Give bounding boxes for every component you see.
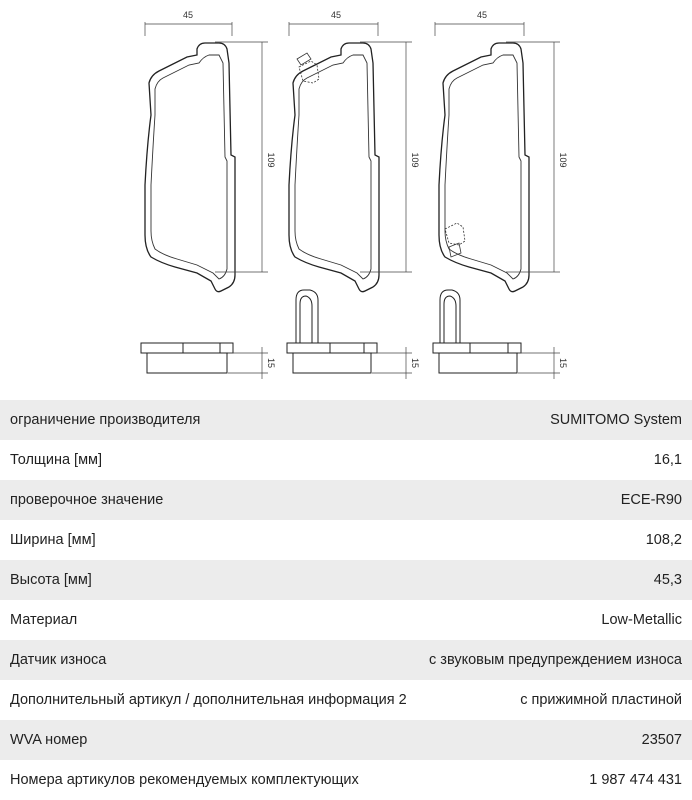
- spec-row: [0, 400, 692, 440]
- spec-label: проверочное значение: [10, 492, 164, 508]
- spec-value: ECE-R90: [620, 492, 682, 508]
- spec-label: Номера артикулов рекомендуемых комплектующих: [10, 772, 359, 788]
- spec-value: с прижимной пластиной: [520, 692, 682, 708]
- pad-view-2: [289, 43, 379, 292]
- width-dim-label-2: 45: [330, 10, 342, 20]
- pad-view-3: [439, 43, 529, 292]
- spec-label: WVA номер: [10, 732, 88, 748]
- side-thickness-dim-2: [372, 347, 412, 379]
- thickness-dim-label-2: 15: [410, 357, 420, 369]
- thickness-dim-label-3: 15: [558, 357, 568, 369]
- spec-row: [0, 480, 692, 520]
- spec-row: [0, 680, 692, 720]
- width-dim-label-1: 45: [182, 10, 194, 20]
- spec-row: [0, 560, 692, 600]
- thickness-dim-label-1: 15: [266, 357, 276, 369]
- height-dimension-2: [360, 42, 412, 272]
- side-thickness-dim-1: [228, 347, 268, 379]
- side-view-1: [141, 343, 233, 373]
- width-dimension-3: [435, 22, 524, 36]
- side-view-2: [287, 290, 377, 373]
- spec-label: Дополнительный артикул / дополнительная информация 2: [10, 692, 407, 708]
- spec-value: 16,1: [653, 452, 682, 468]
- height-dimension-3: [506, 42, 560, 272]
- spec-value: 108,2: [645, 532, 682, 548]
- height-dim-label-2: 109: [410, 152, 420, 168]
- side-view-3: [433, 290, 521, 373]
- spec-row: [0, 600, 692, 640]
- spec-value: Low-Metallic: [601, 612, 682, 628]
- spec-label: Толщина [мм]: [10, 452, 103, 468]
- spec-row: [0, 520, 692, 560]
- width-dim-label-3: 45: [476, 10, 488, 20]
- pad-view-1: [145, 43, 235, 292]
- spec-row: [0, 760, 692, 800]
- spec-label: Датчик износа: [10, 652, 107, 668]
- height-dim-label-3: 109: [558, 152, 568, 168]
- spec-label: ограничение производителя: [10, 412, 201, 428]
- spec-row: [0, 720, 692, 760]
- side-thickness-dim-3: [518, 347, 560, 379]
- spec-label: Высота [мм]: [10, 572, 92, 588]
- spec-label: Материал: [10, 612, 78, 628]
- spec-label: Ширина [мм]: [10, 532, 96, 548]
- spec-value: с звуковым предупреждением износа: [429, 652, 682, 668]
- spec-value: SUMITOMO System: [550, 412, 682, 428]
- height-dim-label-1: 109: [266, 152, 276, 168]
- spec-row: [0, 440, 692, 480]
- spec-row: [0, 640, 692, 680]
- spec-value: 1 987 474 431: [589, 772, 682, 788]
- spec-value: 45,3: [653, 572, 682, 588]
- specs-table: [0, 400, 692, 800]
- spec-value: 23507: [641, 732, 682, 748]
- width-dimension-1: [145, 22, 232, 36]
- width-dimension-2: [289, 22, 378, 36]
